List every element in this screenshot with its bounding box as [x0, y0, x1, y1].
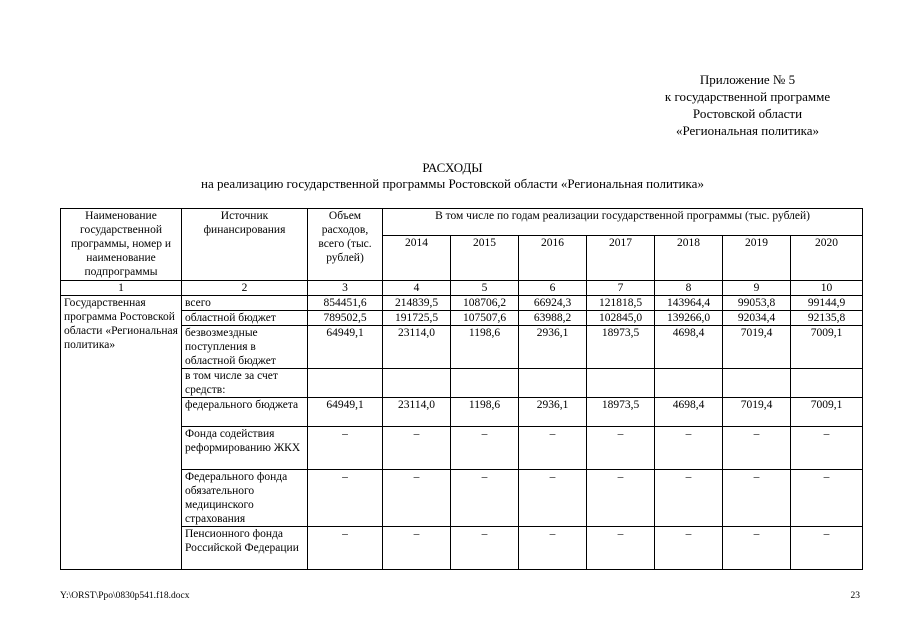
year-value: –	[655, 470, 723, 527]
year-value: 1198,6	[451, 326, 519, 369]
year-value: 23114,0	[383, 398, 451, 427]
year-value: 4698,4	[655, 326, 723, 369]
year-value: –	[587, 527, 655, 570]
table-row	[61, 296, 863, 311]
header-total: Объем расходов, всего (тыс. рублей)	[308, 209, 383, 281]
header-years-group: В том числе по годам реализации государственной программы (тыс. рублей)	[383, 209, 863, 236]
year-value: 7009,1	[791, 326, 863, 369]
year-value: 2936,1	[519, 326, 587, 369]
year-value: –	[519, 427, 587, 470]
total-value: –	[308, 470, 383, 527]
year-value: 143964,4	[655, 296, 723, 311]
year-value: –	[791, 527, 863, 570]
year-value: –	[655, 527, 723, 570]
year-value: 102845,0	[587, 311, 655, 326]
file-path: Y:\ORST\Ppo\0830p541.f18.docx	[60, 591, 190, 601]
header-year: 2017	[587, 236, 655, 281]
document-title	[0, 160, 905, 192]
year-value	[723, 369, 791, 398]
year-value: 92135,8	[791, 311, 863, 326]
year-value	[791, 369, 863, 398]
column-number: 1	[61, 281, 182, 296]
funding-source: Федерального фонда обязательного медицинского страхования	[182, 470, 308, 527]
column-number: 4	[383, 281, 451, 296]
year-value: 7019,4	[723, 398, 791, 427]
year-value: 2936,1	[519, 398, 587, 427]
header-year: 2018	[655, 236, 723, 281]
year-value: –	[791, 470, 863, 527]
funding-source: всего	[182, 296, 308, 311]
year-value: –	[519, 527, 587, 570]
column-number: 10	[791, 281, 863, 296]
column-number: 7	[587, 281, 655, 296]
table-row	[61, 527, 863, 570]
funding-source: Фонда содействия реформированию ЖКХ	[182, 427, 308, 470]
year-value: –	[723, 527, 791, 570]
table-row	[61, 326, 863, 369]
year-value: 18973,5	[587, 326, 655, 369]
year-value: –	[791, 427, 863, 470]
appendix-line-2: к государственной программе	[664, 89, 831, 104]
year-value: 4698,4	[655, 398, 723, 427]
page-number: 23	[850, 591, 860, 601]
year-value	[383, 369, 451, 398]
year-value: –	[383, 470, 451, 527]
year-value: 99053,8	[723, 296, 791, 311]
year-value	[451, 369, 519, 398]
title-line-2: на реализацию государственной программы Ростовской области «Региональная политика»	[201, 176, 704, 191]
table-row	[61, 427, 863, 470]
table-row	[61, 369, 863, 398]
year-value: 108706,2	[451, 296, 519, 311]
year-value	[655, 369, 723, 398]
year-value: –	[655, 427, 723, 470]
year-value: –	[587, 470, 655, 527]
total-value	[308, 369, 383, 398]
column-number: 9	[723, 281, 791, 296]
table-row	[61, 398, 863, 427]
header-year: 2016	[519, 236, 587, 281]
program-name: Государственная программа Ростовской области «Региональная политика»	[61, 296, 182, 570]
header-name: Наименование государственной программы, номер и наименование подпрограммы	[61, 209, 182, 281]
year-value: –	[383, 527, 451, 570]
year-value: –	[451, 527, 519, 570]
column-number: 6	[519, 281, 587, 296]
year-value: –	[587, 427, 655, 470]
column-number: 5	[451, 281, 519, 296]
year-value: 7009,1	[791, 398, 863, 427]
column-number-row	[61, 281, 863, 296]
expenses-table	[60, 208, 863, 570]
header-year: 2019	[723, 236, 791, 281]
table-row	[61, 470, 863, 527]
year-value: 191725,5	[383, 311, 451, 326]
total-value: 64949,1	[308, 326, 383, 369]
funding-source: областной бюджет	[182, 311, 308, 326]
year-value: –	[451, 470, 519, 527]
header-year: 2014	[383, 236, 451, 281]
year-value: 66924,3	[519, 296, 587, 311]
funding-source: в том числе за счет средств:	[182, 369, 308, 398]
year-value	[519, 369, 587, 398]
total-value: –	[308, 427, 383, 470]
funding-source: федерального бюджета	[182, 398, 308, 427]
appendix-caption	[560, 71, 905, 139]
year-value: 18973,5	[587, 398, 655, 427]
header-row-1	[61, 209, 863, 236]
appendix-line-3: Ростовской области	[692, 106, 803, 121]
header-year: 2015	[451, 236, 519, 281]
year-value: 107507,6	[451, 311, 519, 326]
table-row	[61, 311, 863, 326]
total-value: –	[308, 527, 383, 570]
header-source: Источник финансирования	[182, 209, 308, 281]
year-value: 23114,0	[383, 326, 451, 369]
year-value: –	[519, 470, 587, 527]
year-value: 214839,5	[383, 296, 451, 311]
funding-source: безвозмездные поступления в областной бюджет	[182, 326, 308, 369]
column-number: 8	[655, 281, 723, 296]
total-value: 789502,5	[308, 311, 383, 326]
year-value: –	[723, 470, 791, 527]
title-line-1: РАСХОДЫ	[422, 160, 483, 175]
total-value: 64949,1	[308, 398, 383, 427]
total-value: 854451,6	[308, 296, 383, 311]
column-number: 2	[182, 281, 308, 296]
year-value	[587, 369, 655, 398]
appendix-line-1: Приложение № 5	[699, 72, 796, 87]
year-value: 121818,5	[587, 296, 655, 311]
year-value: 99144,9	[791, 296, 863, 311]
year-value: 63988,2	[519, 311, 587, 326]
year-value: 7019,4	[723, 326, 791, 369]
column-number: 3	[308, 281, 383, 296]
year-value: –	[451, 427, 519, 470]
year-value: –	[723, 427, 791, 470]
year-value: 92034,4	[723, 311, 791, 326]
year-value: 1198,6	[451, 398, 519, 427]
header-year: 2020	[791, 236, 863, 281]
appendix-line-4: «Региональная политика»	[675, 123, 820, 138]
funding-source: Пенсионного фонда Российской Федерации	[182, 527, 308, 570]
year-value: 139266,0	[655, 311, 723, 326]
year-value: –	[383, 427, 451, 470]
